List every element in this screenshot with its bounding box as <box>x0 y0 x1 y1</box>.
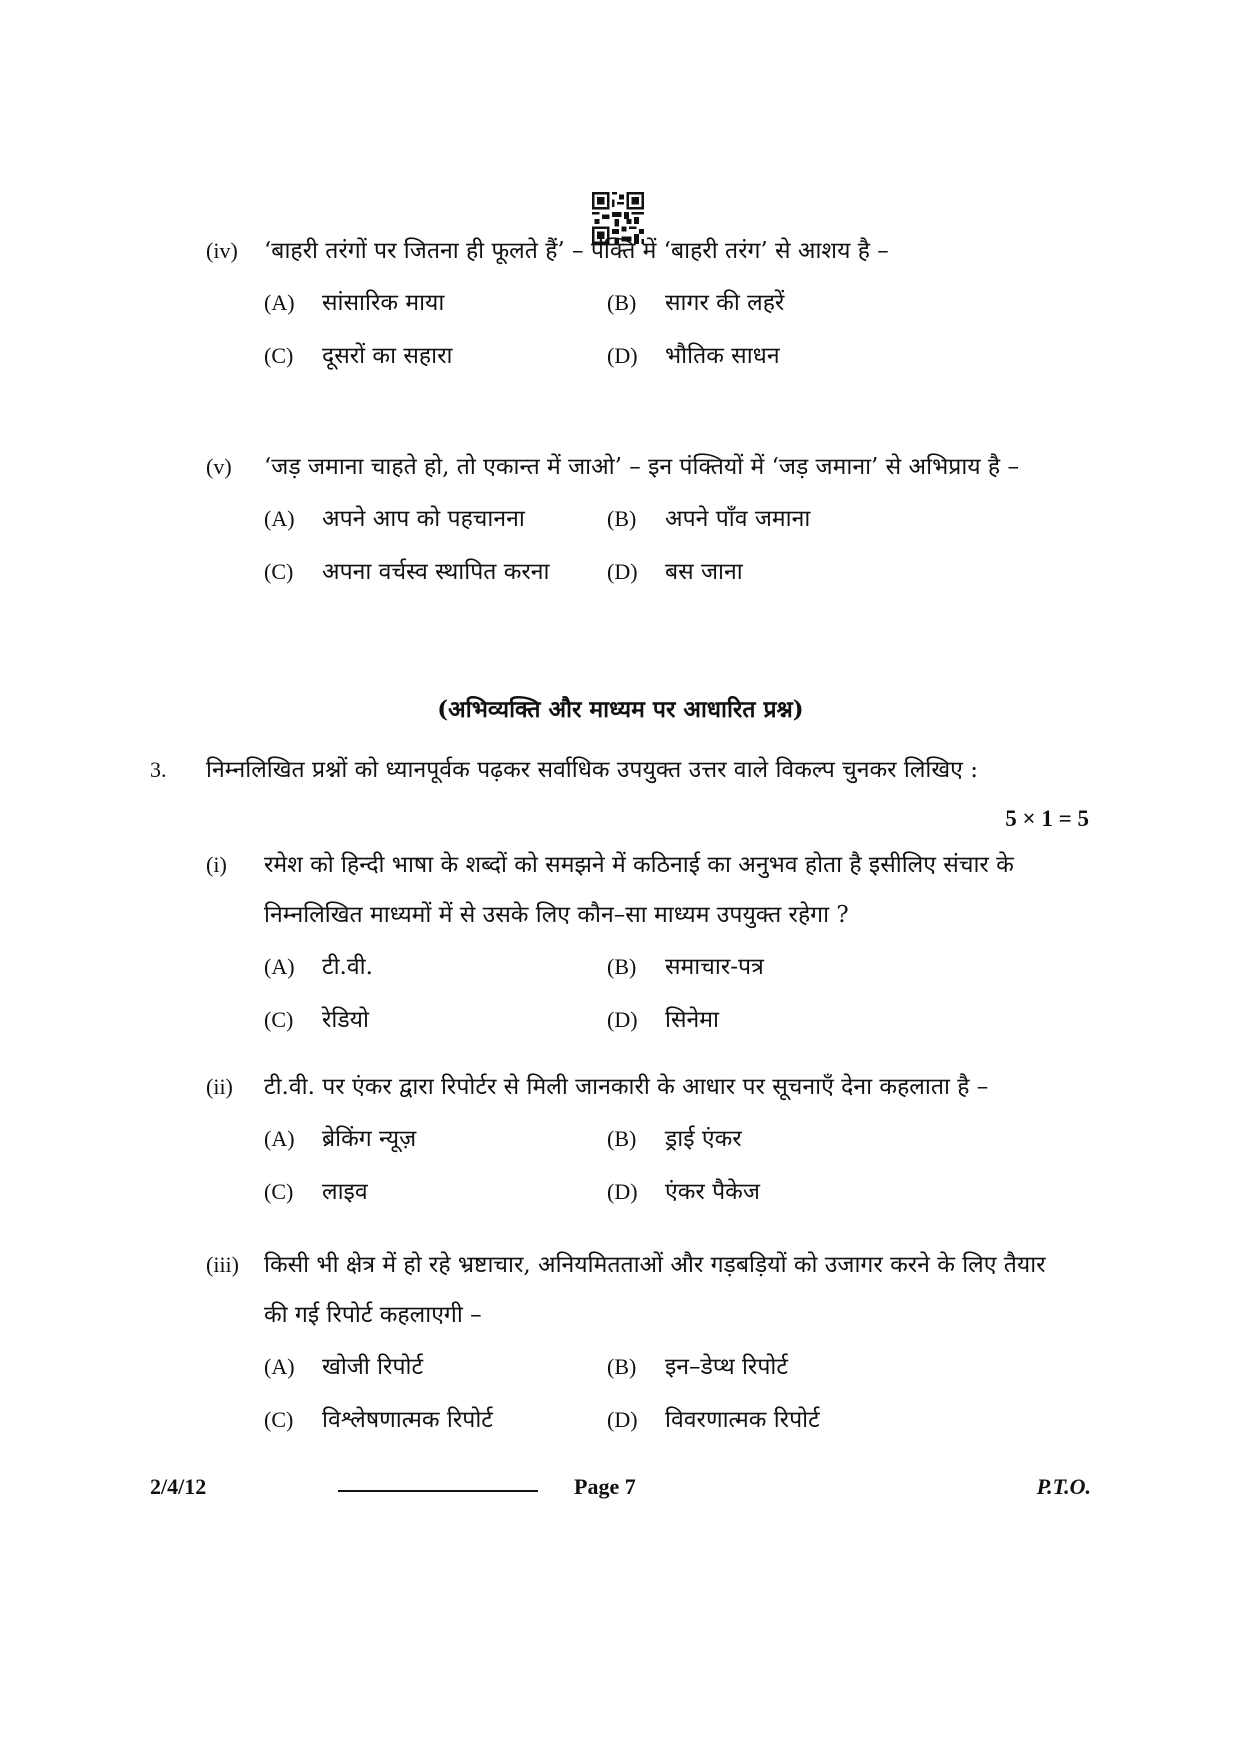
options-row <box>264 940 1046 993</box>
option-c: (C) विश्लेषणात्मक रिपोर्ट <box>264 1407 493 1433</box>
option-a: (A) अपने आप को पहचानना <box>264 506 525 532</box>
question-v <box>206 442 1046 598</box>
page-number: Page 7 <box>574 1474 636 1499</box>
question-number: 3. <box>150 757 167 782</box>
question-ii <box>206 1062 1046 1218</box>
option-a: (A) टी.वी. <box>264 954 373 980</box>
question-iii <box>206 1240 1046 1446</box>
question-number: (iii) <box>206 1252 239 1277</box>
pto-label: P.T.O. <box>1036 1474 1091 1499</box>
question-stem: रमेश को हिन्दी भाषा के शब्दों को समझने में कठिनाई का अनुभव होता है इसीलिए संचार के निम्नलिखित माध्यमों में से उसके लिए कौन–सा माध्यम उपयुक्त रहेगा ? <box>264 852 1014 928</box>
options-row <box>264 276 1046 329</box>
paper-code: 2/4/12 <box>150 1474 207 1499</box>
question-stem: ‘जड़ जमाना चाहते हो, तो एकान्त में जाओ’ – इन पंक्तियों में ‘जड़ जमाना’ से अभिप्राय है – <box>264 454 1019 480</box>
question-number: (iv) <box>206 238 238 263</box>
option-d: (D) विवरणात्मक रिपोर्ट <box>607 1407 820 1433</box>
options-row <box>264 545 1046 598</box>
options-row <box>264 492 1046 545</box>
question-iv <box>206 226 1046 382</box>
question-i <box>206 840 1046 1046</box>
question-instruction: निम्नलिखित प्रश्नों को ध्यानपूर्वक पढ़कर सर्वाधिक उपयुक्त उत्तर वाले विकल्प चुनकर लिखिए : <box>206 757 978 783</box>
question-stem: टी.वी. पर एंकर द्वारा रिपोर्टर से मिली जानकारी के आधार पर सूचनाएँ देना कहलाता है – <box>264 1074 989 1100</box>
option-a: (A) सांसारिक माया <box>264 290 445 316</box>
question-stem: किसी भी क्षेत्र में हो रहे भ्रष्टाचार, अनियमितताओं और गड़बड़ियों को उजागर करने के लिए तैयार की गई रिपोर्ट कहलाएगी – <box>264 1252 1046 1328</box>
options-row <box>264 1165 1046 1218</box>
option-d: (D) बस जाना <box>607 559 743 585</box>
options-row <box>264 1393 1046 1446</box>
footer-divider <box>338 1490 538 1492</box>
section-heading: (अभिव्यक्ति और माध्यम पर आधारित प्रश्न) <box>437 696 804 723</box>
options-row <box>264 1340 1046 1393</box>
question-number: (v) <box>206 454 232 479</box>
options-row <box>264 993 1046 1046</box>
option-d: (D) एंकर पैकेज <box>607 1179 760 1205</box>
question-3 <box>150 750 1090 790</box>
question-number: (i) <box>206 852 227 877</box>
option-b: (B) सागर की लहरें <box>607 290 785 316</box>
option-c: (C) लाइव <box>264 1179 368 1205</box>
option-d: (D) भौतिक साधन <box>607 343 780 369</box>
options-row <box>264 329 1046 382</box>
option-a: (A) खोजी रिपोर्ट <box>264 1354 424 1380</box>
option-b: (B) समाचार-पत्र <box>607 954 764 980</box>
marks-allocation: 5 × 1 = 5 <box>1005 806 1089 831</box>
question-number: (ii) <box>206 1074 233 1099</box>
option-a: (A) ब्रेकिंग न्यूज़ <box>264 1126 417 1152</box>
option-b: (B) अपने पाँव जमाना <box>607 506 811 532</box>
option-c: (C) रेडियो <box>264 1007 369 1033</box>
option-d: (D) सिनेमा <box>607 1007 719 1033</box>
question-stem: ‘बाहरी तरंगों पर जितना ही फूलते हैं’ – पंक्ति में ‘बाहरी तरंग’ से आशय है – <box>264 238 889 264</box>
option-b: (B) ड्राई एंकर <box>607 1126 742 1152</box>
option-c: (C) अपना वर्चस्व स्थापित करना <box>264 559 550 585</box>
option-c: (C) दूसरों का सहारा <box>264 343 453 369</box>
option-b: (B) इन–डेप्थ रिपोर्ट <box>607 1354 788 1380</box>
options-row <box>264 1112 1046 1165</box>
